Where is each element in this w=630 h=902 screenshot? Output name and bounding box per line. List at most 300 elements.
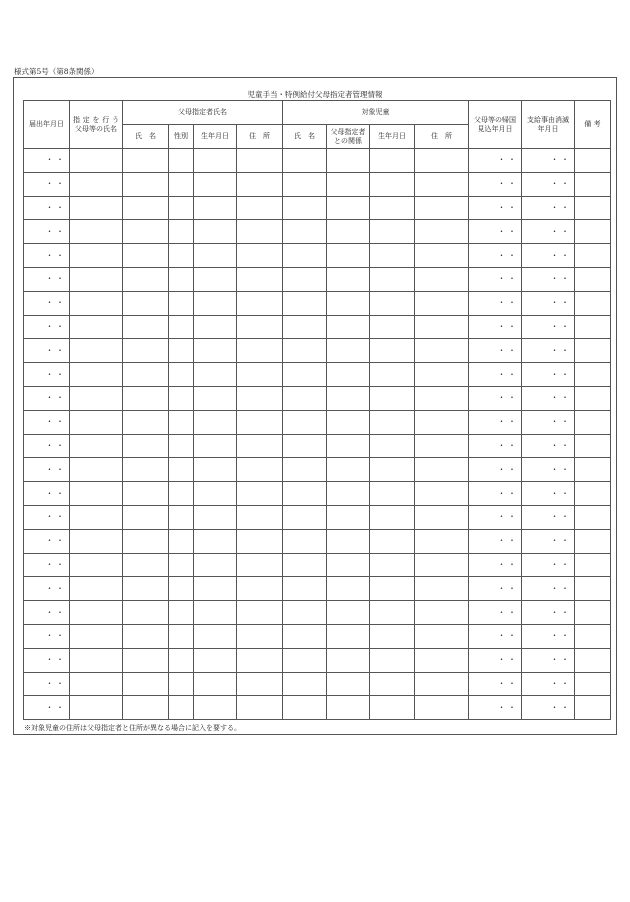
entry-cell[interactable]: [123, 244, 169, 268]
entry-cell[interactable]: [123, 482, 169, 506]
entry-cell[interactable]: [169, 434, 194, 458]
entry-cell[interactable]: [575, 220, 611, 244]
entry-cell[interactable]: [370, 624, 415, 648]
entry-cell[interactable]: [123, 149, 169, 173]
entry-cell[interactable]: [327, 577, 370, 601]
entry-cell[interactable]: [575, 339, 611, 363]
entry-cell[interactable]: [415, 529, 469, 553]
entry-cell[interactable]: [370, 482, 415, 506]
entry-cell[interactable]: [575, 458, 611, 482]
entry-cell[interactable]: [237, 291, 283, 315]
entry-cell[interactable]: [123, 410, 169, 434]
return-date-cell[interactable]: ・ ・: [469, 624, 522, 648]
return-date-cell[interactable]: ・ ・: [469, 672, 522, 696]
entry-cell[interactable]: [575, 505, 611, 529]
entry-cell[interactable]: [169, 149, 194, 173]
entry-cell[interactable]: [327, 291, 370, 315]
extinction-date-cell[interactable]: ・ ・: [522, 434, 575, 458]
entry-cell[interactable]: [169, 648, 194, 672]
entry-cell[interactable]: [237, 410, 283, 434]
entry-cell[interactable]: [575, 482, 611, 506]
entry-cell[interactable]: [194, 363, 237, 387]
entry-cell[interactable]: [70, 220, 123, 244]
notification-date-cell[interactable]: ・ ・: [24, 505, 70, 529]
entry-cell[interactable]: [169, 291, 194, 315]
entry-cell[interactable]: [415, 315, 469, 339]
entry-cell[interactable]: [169, 553, 194, 577]
return-date-cell[interactable]: ・ ・: [469, 529, 522, 553]
entry-cell[interactable]: [415, 244, 469, 268]
entry-cell[interactable]: [327, 339, 370, 363]
return-date-cell[interactable]: ・ ・: [469, 149, 522, 173]
return-date-cell[interactable]: ・ ・: [469, 458, 522, 482]
entry-cell[interactable]: [169, 386, 194, 410]
entry-cell[interactable]: [370, 267, 415, 291]
entry-cell[interactable]: [70, 505, 123, 529]
entry-cell[interactable]: [194, 482, 237, 506]
entry-cell[interactable]: [70, 672, 123, 696]
entry-cell[interactable]: [370, 505, 415, 529]
return-date-cell[interactable]: ・ ・: [469, 601, 522, 625]
notification-date-cell[interactable]: ・ ・: [24, 529, 70, 553]
entry-cell[interactable]: [70, 553, 123, 577]
entry-cell[interactable]: [194, 577, 237, 601]
entry-cell[interactable]: [370, 434, 415, 458]
entry-cell[interactable]: [327, 149, 370, 173]
entry-cell[interactable]: [237, 505, 283, 529]
entry-cell[interactable]: [415, 434, 469, 458]
entry-cell[interactable]: [327, 553, 370, 577]
entry-cell[interactable]: [70, 696, 123, 720]
return-date-cell[interactable]: ・ ・: [469, 172, 522, 196]
entry-cell[interactable]: [194, 267, 237, 291]
entry-cell[interactable]: [327, 220, 370, 244]
entry-cell[interactable]: [415, 291, 469, 315]
entry-cell[interactable]: [415, 553, 469, 577]
entry-cell[interactable]: [575, 172, 611, 196]
entry-cell[interactable]: [283, 149, 327, 173]
entry-cell[interactable]: [123, 386, 169, 410]
entry-cell[interactable]: [237, 434, 283, 458]
entry-cell[interactable]: [237, 458, 283, 482]
entry-cell[interactable]: [283, 482, 327, 506]
entry-cell[interactable]: [575, 149, 611, 173]
extinction-date-cell[interactable]: ・ ・: [522, 505, 575, 529]
entry-cell[interactable]: [237, 529, 283, 553]
entry-cell[interactable]: [169, 363, 194, 387]
entry-cell[interactable]: [370, 529, 415, 553]
entry-cell[interactable]: [327, 696, 370, 720]
entry-cell[interactable]: [370, 244, 415, 268]
entry-cell[interactable]: [237, 482, 283, 506]
entry-cell[interactable]: [415, 267, 469, 291]
entry-cell[interactable]: [123, 672, 169, 696]
entry-cell[interactable]: [237, 672, 283, 696]
entry-cell[interactable]: [194, 529, 237, 553]
entry-cell[interactable]: [169, 624, 194, 648]
entry-cell[interactable]: [283, 624, 327, 648]
extinction-date-cell[interactable]: ・ ・: [522, 672, 575, 696]
extinction-date-cell[interactable]: ・ ・: [522, 149, 575, 173]
entry-cell[interactable]: [70, 315, 123, 339]
entry-cell[interactable]: [370, 339, 415, 363]
entry-cell[interactable]: [237, 363, 283, 387]
entry-cell[interactable]: [194, 553, 237, 577]
return-date-cell[interactable]: ・ ・: [469, 244, 522, 268]
extinction-date-cell[interactable]: ・ ・: [522, 267, 575, 291]
extinction-date-cell[interactable]: ・ ・: [522, 315, 575, 339]
entry-cell[interactable]: [575, 291, 611, 315]
return-date-cell[interactable]: ・ ・: [469, 315, 522, 339]
extinction-date-cell[interactable]: ・ ・: [522, 696, 575, 720]
entry-cell[interactable]: [370, 458, 415, 482]
extinction-date-cell[interactable]: ・ ・: [522, 648, 575, 672]
notification-date-cell[interactable]: ・ ・: [24, 553, 70, 577]
entry-cell[interactable]: [169, 482, 194, 506]
entry-cell[interactable]: [194, 434, 237, 458]
return-date-cell[interactable]: ・ ・: [469, 553, 522, 577]
entry-cell[interactable]: [283, 648, 327, 672]
extinction-date-cell[interactable]: ・ ・: [522, 624, 575, 648]
entry-cell[interactable]: [169, 672, 194, 696]
entry-cell[interactable]: [123, 196, 169, 220]
entry-cell[interactable]: [237, 172, 283, 196]
entry-cell[interactable]: [123, 529, 169, 553]
entry-cell[interactable]: [415, 339, 469, 363]
entry-cell[interactable]: [283, 315, 327, 339]
entry-cell[interactable]: [194, 339, 237, 363]
extinction-date-cell[interactable]: ・ ・: [522, 220, 575, 244]
entry-cell[interactable]: [327, 386, 370, 410]
notification-date-cell[interactable]: ・ ・: [24, 172, 70, 196]
return-date-cell[interactable]: ・ ・: [469, 267, 522, 291]
entry-cell[interactable]: [283, 172, 327, 196]
entry-cell[interactable]: [169, 505, 194, 529]
entry-cell[interactable]: [283, 363, 327, 387]
entry-cell[interactable]: [237, 648, 283, 672]
entry-cell[interactable]: [169, 315, 194, 339]
entry-cell[interactable]: [169, 244, 194, 268]
entry-cell[interactable]: [575, 648, 611, 672]
notification-date-cell[interactable]: ・ ・: [24, 339, 70, 363]
entry-cell[interactable]: [575, 529, 611, 553]
entry-cell[interactable]: [575, 672, 611, 696]
return-date-cell[interactable]: ・ ・: [469, 648, 522, 672]
entry-cell[interactable]: [283, 386, 327, 410]
entry-cell[interactable]: [283, 553, 327, 577]
entry-cell[interactable]: [123, 339, 169, 363]
entry-cell[interactable]: [194, 291, 237, 315]
entry-cell[interactable]: [194, 601, 237, 625]
entry-cell[interactable]: [327, 458, 370, 482]
notification-date-cell[interactable]: ・ ・: [24, 648, 70, 672]
return-date-cell[interactable]: ・ ・: [469, 434, 522, 458]
entry-cell[interactable]: [283, 267, 327, 291]
entry-cell[interactable]: [575, 267, 611, 291]
entry-cell[interactable]: [327, 410, 370, 434]
entry-cell[interactable]: [370, 696, 415, 720]
extinction-date-cell[interactable]: ・ ・: [522, 482, 575, 506]
entry-cell[interactable]: [370, 291, 415, 315]
entry-cell[interactable]: [194, 648, 237, 672]
entry-cell[interactable]: [123, 363, 169, 387]
entry-cell[interactable]: [370, 172, 415, 196]
entry-cell[interactable]: [283, 434, 327, 458]
entry-cell[interactable]: [70, 458, 123, 482]
entry-cell[interactable]: [194, 624, 237, 648]
entry-cell[interactable]: [237, 196, 283, 220]
entry-cell[interactable]: [370, 220, 415, 244]
entry-cell[interactable]: [370, 672, 415, 696]
entry-cell[interactable]: [237, 339, 283, 363]
entry-cell[interactable]: [123, 172, 169, 196]
entry-cell[interactable]: [283, 505, 327, 529]
entry-cell[interactable]: [370, 601, 415, 625]
entry-cell[interactable]: [575, 410, 611, 434]
entry-cell[interactable]: [70, 410, 123, 434]
extinction-date-cell[interactable]: ・ ・: [522, 601, 575, 625]
entry-cell[interactable]: [575, 696, 611, 720]
notification-date-cell[interactable]: ・ ・: [24, 696, 70, 720]
extinction-date-cell[interactable]: ・ ・: [522, 410, 575, 434]
notification-date-cell[interactable]: ・ ・: [24, 458, 70, 482]
entry-cell[interactable]: [327, 267, 370, 291]
entry-cell[interactable]: [415, 672, 469, 696]
notification-date-cell[interactable]: ・ ・: [24, 244, 70, 268]
entry-cell[interactable]: [575, 386, 611, 410]
entry-cell[interactable]: [327, 505, 370, 529]
entry-cell[interactable]: [327, 172, 370, 196]
entry-cell[interactable]: [415, 363, 469, 387]
entry-cell[interactable]: [415, 505, 469, 529]
entry-cell[interactable]: [194, 172, 237, 196]
entry-cell[interactable]: [415, 172, 469, 196]
notification-date-cell[interactable]: ・ ・: [24, 386, 70, 410]
entry-cell[interactable]: [370, 149, 415, 173]
entry-cell[interactable]: [70, 149, 123, 173]
entry-cell[interactable]: [194, 696, 237, 720]
entry-cell[interactable]: [237, 244, 283, 268]
entry-cell[interactable]: [283, 696, 327, 720]
entry-cell[interactable]: [70, 196, 123, 220]
entry-cell[interactable]: [237, 624, 283, 648]
entry-cell[interactable]: [415, 696, 469, 720]
entry-cell[interactable]: [370, 386, 415, 410]
entry-cell[interactable]: [237, 315, 283, 339]
entry-cell[interactable]: [415, 149, 469, 173]
notification-date-cell[interactable]: ・ ・: [24, 434, 70, 458]
return-date-cell[interactable]: ・ ・: [469, 363, 522, 387]
entry-cell[interactable]: [123, 458, 169, 482]
entry-cell[interactable]: [575, 196, 611, 220]
return-date-cell[interactable]: ・ ・: [469, 505, 522, 529]
extinction-date-cell[interactable]: ・ ・: [522, 291, 575, 315]
entry-cell[interactable]: [70, 244, 123, 268]
entry-cell[interactable]: [370, 410, 415, 434]
entry-cell[interactable]: [283, 291, 327, 315]
entry-cell[interactable]: [237, 553, 283, 577]
entry-cell[interactable]: [237, 149, 283, 173]
notification-date-cell[interactable]: ・ ・: [24, 577, 70, 601]
entry-cell[interactable]: [70, 482, 123, 506]
entry-cell[interactable]: [70, 291, 123, 315]
extinction-date-cell[interactable]: ・ ・: [522, 339, 575, 363]
entry-cell[interactable]: [575, 434, 611, 458]
entry-cell[interactable]: [327, 434, 370, 458]
notification-date-cell[interactable]: ・ ・: [24, 482, 70, 506]
entry-cell[interactable]: [370, 196, 415, 220]
entry-cell[interactable]: [123, 220, 169, 244]
return-date-cell[interactable]: ・ ・: [469, 386, 522, 410]
entry-cell[interactable]: [169, 339, 194, 363]
extinction-date-cell[interactable]: ・ ・: [522, 529, 575, 553]
notification-date-cell[interactable]: ・ ・: [24, 220, 70, 244]
entry-cell[interactable]: [415, 410, 469, 434]
return-date-cell[interactable]: ・ ・: [469, 696, 522, 720]
extinction-date-cell[interactable]: ・ ・: [522, 172, 575, 196]
entry-cell[interactable]: [370, 315, 415, 339]
entry-cell[interactable]: [370, 363, 415, 387]
notification-date-cell[interactable]: ・ ・: [24, 672, 70, 696]
notification-date-cell[interactable]: ・ ・: [24, 624, 70, 648]
return-date-cell[interactable]: ・ ・: [469, 577, 522, 601]
entry-cell[interactable]: [283, 339, 327, 363]
entry-cell[interactable]: [283, 220, 327, 244]
entry-cell[interactable]: [123, 434, 169, 458]
entry-cell[interactable]: [169, 577, 194, 601]
entry-cell[interactable]: [283, 672, 327, 696]
entry-cell[interactable]: [283, 410, 327, 434]
entry-cell[interactable]: [194, 220, 237, 244]
entry-cell[interactable]: [194, 315, 237, 339]
entry-cell[interactable]: [327, 196, 370, 220]
entry-cell[interactable]: [194, 386, 237, 410]
entry-cell[interactable]: [575, 363, 611, 387]
entry-cell[interactable]: [169, 196, 194, 220]
entry-cell[interactable]: [327, 482, 370, 506]
entry-cell[interactable]: [237, 386, 283, 410]
entry-cell[interactable]: [123, 267, 169, 291]
entry-cell[interactable]: [237, 577, 283, 601]
entry-cell[interactable]: [70, 624, 123, 648]
entry-cell[interactable]: [123, 577, 169, 601]
entry-cell[interactable]: [169, 696, 194, 720]
entry-cell[interactable]: [70, 339, 123, 363]
entry-cell[interactable]: [70, 529, 123, 553]
entry-cell[interactable]: [327, 672, 370, 696]
notification-date-cell[interactable]: ・ ・: [24, 315, 70, 339]
entry-cell[interactable]: [194, 196, 237, 220]
notification-date-cell[interactable]: ・ ・: [24, 291, 70, 315]
entry-cell[interactable]: [70, 363, 123, 387]
return-date-cell[interactable]: ・ ・: [469, 339, 522, 363]
entry-cell[interactable]: [169, 601, 194, 625]
entry-cell[interactable]: [415, 458, 469, 482]
entry-cell[interactable]: [123, 696, 169, 720]
entry-cell[interactable]: [415, 577, 469, 601]
entry-cell[interactable]: [575, 624, 611, 648]
notification-date-cell[interactable]: ・ ・: [24, 601, 70, 625]
entry-cell[interactable]: [415, 482, 469, 506]
entry-cell[interactable]: [575, 601, 611, 625]
entry-cell[interactable]: [169, 410, 194, 434]
notification-date-cell[interactable]: ・ ・: [24, 149, 70, 173]
entry-cell[interactable]: [70, 577, 123, 601]
entry-cell[interactable]: [327, 244, 370, 268]
entry-cell[interactable]: [123, 601, 169, 625]
entry-cell[interactable]: [169, 220, 194, 244]
extinction-date-cell[interactable]: ・ ・: [522, 577, 575, 601]
extinction-date-cell[interactable]: ・ ・: [522, 458, 575, 482]
entry-cell[interactable]: [70, 386, 123, 410]
entry-cell[interactable]: [370, 648, 415, 672]
entry-cell[interactable]: [327, 315, 370, 339]
entry-cell[interactable]: [415, 648, 469, 672]
extinction-date-cell[interactable]: ・ ・: [522, 553, 575, 577]
entry-cell[interactable]: [237, 696, 283, 720]
entry-cell[interactable]: [283, 244, 327, 268]
entry-cell[interactable]: [194, 505, 237, 529]
entry-cell[interactable]: [70, 172, 123, 196]
entry-cell[interactable]: [283, 529, 327, 553]
entry-cell[interactable]: [169, 529, 194, 553]
entry-cell[interactable]: [415, 196, 469, 220]
entry-cell[interactable]: [575, 315, 611, 339]
entry-cell[interactable]: [70, 434, 123, 458]
entry-cell[interactable]: [123, 315, 169, 339]
extinction-date-cell[interactable]: ・ ・: [522, 244, 575, 268]
entry-cell[interactable]: [70, 648, 123, 672]
notification-date-cell[interactable]: ・ ・: [24, 267, 70, 291]
entry-cell[interactable]: [575, 244, 611, 268]
entry-cell[interactable]: [283, 601, 327, 625]
entry-cell[interactable]: [283, 577, 327, 601]
return-date-cell[interactable]: ・ ・: [469, 410, 522, 434]
entry-cell[interactable]: [327, 648, 370, 672]
return-date-cell[interactable]: ・ ・: [469, 220, 522, 244]
entry-cell[interactable]: [370, 553, 415, 577]
entry-cell[interactable]: [415, 601, 469, 625]
extinction-date-cell[interactable]: ・ ・: [522, 363, 575, 387]
entry-cell[interactable]: [283, 196, 327, 220]
entry-cell[interactable]: [575, 577, 611, 601]
entry-cell[interactable]: [123, 648, 169, 672]
entry-cell[interactable]: [123, 624, 169, 648]
entry-cell[interactable]: [237, 220, 283, 244]
entry-cell[interactable]: [169, 267, 194, 291]
entry-cell[interactable]: [194, 410, 237, 434]
return-date-cell[interactable]: ・ ・: [469, 291, 522, 315]
entry-cell[interactable]: [194, 149, 237, 173]
entry-cell[interactable]: [370, 577, 415, 601]
entry-cell[interactable]: [575, 553, 611, 577]
entry-cell[interactable]: [327, 363, 370, 387]
entry-cell[interactable]: [123, 291, 169, 315]
extinction-date-cell[interactable]: ・ ・: [522, 386, 575, 410]
entry-cell[interactable]: [70, 267, 123, 291]
extinction-date-cell[interactable]: ・ ・: [522, 196, 575, 220]
entry-cell[interactable]: [237, 601, 283, 625]
entry-cell[interactable]: [237, 267, 283, 291]
entry-cell[interactable]: [415, 386, 469, 410]
entry-cell[interactable]: [327, 529, 370, 553]
return-date-cell[interactable]: ・ ・: [469, 196, 522, 220]
entry-cell[interactable]: [169, 172, 194, 196]
entry-cell[interactable]: [415, 624, 469, 648]
entry-cell[interactable]: [283, 458, 327, 482]
entry-cell[interactable]: [194, 244, 237, 268]
entry-cell[interactable]: [194, 672, 237, 696]
